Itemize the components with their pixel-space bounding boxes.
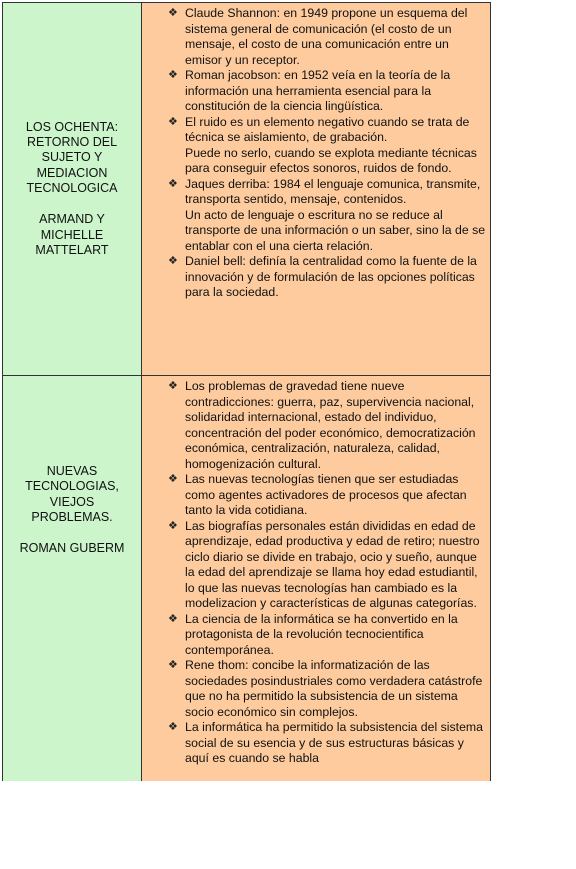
topic-line: PROBLEMAS.	[31, 510, 113, 525]
diamond-bullet-icon: ❖	[168, 380, 178, 392]
topic-label	[3, 3, 141, 375]
notes-list	[142, 376, 490, 767]
topic-line: VIEJOS	[49, 494, 95, 509]
diamond-bullet-icon: ❖	[168, 612, 178, 625]
list-item	[148, 720, 488, 767]
diamond-bullet-icon: ❖	[168, 659, 178, 671]
topic-line: RETORNO DEL	[26, 135, 118, 150]
list-item	[148, 6, 488, 68]
item-text: Las nuevas tecnologías tienen que ser estudiadas como agentes activadores de procesos que afectan tanto la vida cotidiana.	[185, 472, 467, 517]
list-item	[148, 519, 488, 612]
item-text: Roman jacobson: en 1952 veía en la teoría de la información una herramienta esencial para la constitución de la ciencia lingüística.	[185, 68, 451, 113]
table-row	[3, 3, 491, 376]
topic-line: ARMAND Y	[39, 212, 105, 227]
item-text: Claude Shannon: en 1949 propone un esquema del sistema general de comunicación (el costo de un mensaje, el costo de una comunicación entre un emisor y un receptor.	[185, 6, 468, 67]
item-text: Los problemas de gravedad tiene nueve contradicciones: guerra, paz, supervivencia nacional, solidaridad internacional, estado del individuo, concentración del poder económico, democratización económica, centralización, naturaleza, calidad, homogenización cultural.	[185, 379, 476, 471]
diamond-bullet-icon: ❖	[168, 115, 178, 128]
item-text: El ruido es un elemento negativo cuando se trata de técnica se aislamiento, de grabación.	[185, 114, 470, 144]
topic-line: LOS OCHENTA:	[25, 119, 119, 134]
item-continuation: Puede no serlo, cuando se explota mediante técnicas para conseguir efectos sonoros, ruidos de fondo.	[185, 145, 477, 175]
item-text: Daniel bell: definía la centralidad como la fuente de la innovación y de formulación de las opciones políticas para la sociedad.	[185, 254, 477, 299]
diamond-bullet-icon: ❖	[168, 69, 178, 81]
list-item	[148, 115, 488, 177]
diamond-bullet-icon: ❖	[168, 519, 178, 532]
topic-spacer	[7, 197, 137, 212]
list-item	[148, 612, 488, 659]
list-item	[148, 68, 488, 115]
notes-list	[142, 3, 490, 301]
notes-clip	[142, 376, 490, 781]
topic-cell	[3, 376, 142, 782]
list-item	[148, 472, 488, 519]
diamond-bullet-icon: ❖	[168, 177, 178, 190]
diamond-bullet-icon: ❖	[168, 7, 178, 19]
list-item	[148, 254, 488, 301]
topic-line: NUEVAS	[46, 464, 98, 478]
topic-spacer	[7, 526, 137, 541]
table-row	[3, 376, 491, 782]
content-table	[2, 2, 491, 781]
topic-line: ROMAN GUBERM	[19, 541, 125, 556]
topic-line: MATTELART	[35, 242, 109, 257]
item-text: Las biografías personales están divididas en edad de aprendizaje, edad productiva y edad de retiro; nuestro ciclo diario se divide en trabajo, ocio y sueño, aunque la edad del aprendizaje se llama hoy edad estudiantil, lo que las nuevas tecnologías han cambiado es la modelizacion y características de algunas categorías.	[185, 518, 480, 610]
topic-line: TECNOLOGIAS,	[25, 479, 119, 494]
list-item	[148, 658, 488, 720]
notes-cell	[142, 376, 491, 782]
list-item	[148, 379, 488, 472]
topic-line: TECNOLOGICA	[26, 181, 118, 196]
diamond-bullet-icon: ❖	[168, 473, 178, 485]
item-text: La ciencia de la informática se ha convertido en la protagonista de la revolución tecnocientifica contemporánea.	[185, 611, 458, 657]
topic-cell	[3, 3, 142, 376]
notes-cell	[142, 3, 491, 376]
item-text: Rene thom: concibe la informatización de las sociedades posindustriales como verdadera catástrofe que no ha permitido la subsistencia de un sistema socio económico sin complejos.	[185, 658, 483, 719]
item-continuation: Un acto de lenguaje o escritura no se reduce al transporte de una información o un saber, sino la de se entablar con el una cierta relación.	[185, 207, 486, 253]
diamond-bullet-icon: ❖	[168, 255, 178, 267]
list-item	[148, 177, 488, 255]
item-text: La informática ha permitido la subsistencia del sistema social de su esencia y de sus estructuras básicas y aquí es cuando se habla	[185, 720, 484, 765]
topic-line: MICHELLE	[40, 227, 104, 242]
topic-label	[3, 376, 141, 869]
diamond-bullet-icon: ❖	[168, 721, 178, 733]
topic-line: MEDIACION	[36, 165, 108, 180]
item-text: Jaques derriba: 1984 el lenguaje comunica, transmite, transporta sentido, mensaje, contenidos.	[185, 176, 481, 206]
topic-line: SUJETO Y	[41, 150, 103, 165]
